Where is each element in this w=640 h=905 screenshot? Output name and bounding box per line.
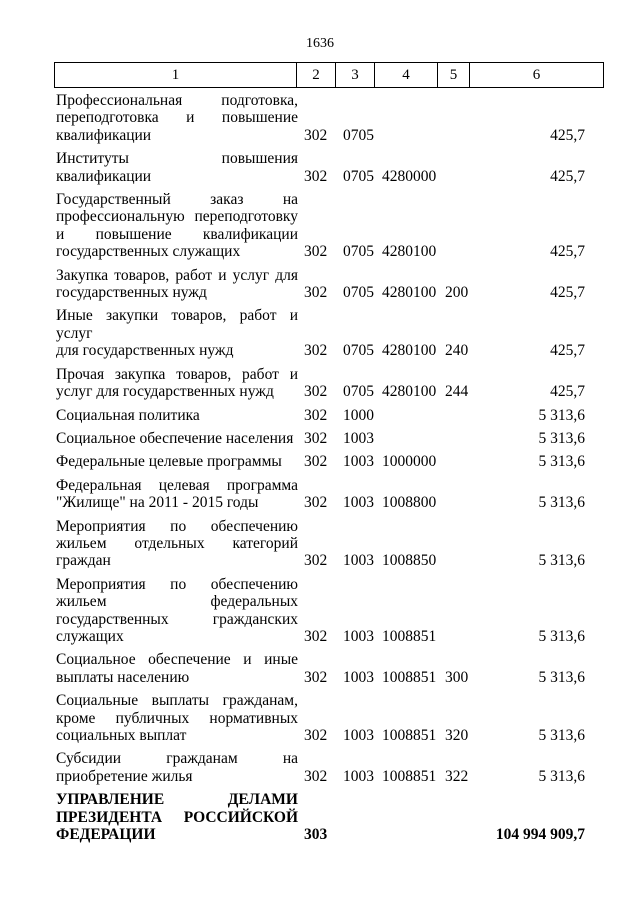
table-row [56,651,604,686]
section-code: 0705 [343,167,374,185]
row-name-line: государственных нужд [56,284,207,302]
row-name-line: выплаты населению [56,668,190,686]
ministry-code: 303 [304,826,328,844]
ministry-code: 302 [304,627,328,645]
amount: 425,7 [550,383,585,401]
row-name-line: для государственных нужд [56,342,234,360]
row-name-line: жильем отдельных категорий [56,534,298,552]
column-header-6: 6 [470,63,604,88]
ministry-code: 302 [304,406,328,424]
ministry-code: 302 [304,453,328,471]
row-codes [56,727,604,744]
row-name-line: Иные закупки товаров, работ и услуг [56,307,298,342]
row-codes [56,768,604,785]
row-name-line: служащих [56,627,124,645]
target-article-code: 1008851 [382,727,437,745]
ministry-code: 302 [304,126,328,144]
amount: 104 994 909,7 [495,826,585,844]
row-name-line: приобретение жилья [56,767,193,785]
row-name-line: Федеральные целевые программы [56,453,282,471]
row-codes [56,430,604,447]
row-codes [56,342,604,359]
table-row [56,692,604,744]
row-name-line: Государственный заказ на [56,191,298,209]
budget-rows [56,92,604,849]
ministry-code: 302 [304,727,328,745]
row-name-line: ПРЕЗИДЕНТА РОССИЙСКОЙ [56,808,298,826]
column-header-1: 1 [55,63,297,88]
table-row [56,477,604,512]
row-codes [56,669,604,686]
expense-type-code: 320 [445,727,469,745]
amount: 425,7 [550,167,585,185]
expense-type-code: 300 [445,668,469,686]
section-code: 0705 [343,342,374,360]
column-header-table [54,62,604,88]
row-codes [56,168,604,185]
ministry-code: 302 [304,243,328,261]
expense-type-code: 240 [445,342,469,360]
amount: 425,7 [550,284,585,302]
section-code: 1003 [343,494,374,512]
ministry-code: 302 [304,284,328,302]
row-name-line: государственных гражданских [56,610,298,628]
column-header-4: 4 [375,63,438,88]
row-codes [56,127,604,144]
ministry-code: 302 [304,668,328,686]
target-article-code: 4280100 [382,284,437,302]
row-name-line: Мероприятия по обеспечению [56,575,298,593]
row-name-line: УПРАВЛЕНИЕ ДЕЛАМИ [56,791,298,809]
section-code: 0705 [343,383,374,401]
row-name-line: Мероприятия по обеспечению [56,517,298,535]
row-name-line: граждан [56,552,111,570]
table-row [56,453,604,470]
ministry-code: 302 [304,167,328,185]
row-name-line: государственных служащих [56,243,241,261]
row-name-line: Федеральная целевая программа [56,476,298,494]
row-name-line: Социальные выплаты гражданам, [56,692,298,710]
ministry-code: 302 [304,494,328,512]
target-article-code: 1008851 [382,668,437,686]
row-name-line: квалификации [56,126,152,144]
row-name-line: Социальное обеспечение и иные [56,651,298,669]
row-name-line: Социальное обеспечение населения [56,429,294,447]
section-code: 1003 [343,767,374,785]
page-number: 1636 [306,36,334,51]
amount: 5 313,6 [538,668,585,686]
section-code: 1003 [343,429,374,447]
table-row [56,191,604,261]
target-article-code: 4280100 [382,342,437,360]
target-article-code: 1008850 [382,552,437,570]
section-code: 1003 [343,453,374,471]
table-row [56,576,604,646]
table-row [56,407,604,424]
amount: 5 313,6 [538,552,585,570]
row-name-line: и повышение квалификации [56,225,298,243]
column-header-3: 3 [336,63,375,88]
amount: 5 313,6 [538,453,585,471]
expense-type-code: 244 [445,383,469,401]
amount: 425,7 [550,126,585,144]
row-name-line: Институты повышения [56,150,298,168]
table-row [56,518,604,570]
row-codes [56,628,604,645]
row-codes [56,453,604,470]
section-code: 1000 [343,406,374,424]
row-name-line: услуг для государственных нужд [56,383,274,401]
column-header-row [55,63,604,88]
row-name-line: жильем федеральных [56,593,298,611]
row-codes [56,243,604,260]
row-name-line: кроме публичных нормативных [56,709,298,727]
row-codes [56,494,604,511]
target-article-code: 4280100 [382,243,437,261]
target-article-code: 4280000 [382,167,437,185]
amount: 425,7 [550,243,585,261]
row-name-line: Субсидии гражданам на [56,750,298,768]
expense-type-code: 200 [445,284,469,302]
target-article-code: 4280100 [382,383,437,401]
table-row [56,366,604,401]
section-code: 1003 [343,668,374,686]
ministry-code: 302 [304,429,328,447]
ministry-code: 302 [304,383,328,401]
amount: 5 313,6 [538,767,585,785]
row-name-line: профессиональную переподготовку [56,208,298,226]
table-row [56,307,604,359]
ministry-code: 302 [304,767,328,785]
row-name-line: социальных выплат [56,727,187,744]
expense-type-code: 322 [445,767,469,785]
row-name-line: переподготовка и повышение [56,109,298,127]
amount: 5 313,6 [538,727,585,745]
amount: 5 313,6 [538,627,585,645]
ministry-code: 302 [304,342,328,360]
table-row [56,750,604,785]
amount: 5 313,6 [538,429,585,447]
section-code: 1003 [343,727,374,745]
row-name-line: Прочая закупка товаров, работ и [56,365,298,383]
row-name-line: квалификации [56,167,152,185]
row-name-line: Социальная политика [56,406,200,424]
section-code: 0705 [343,126,374,144]
row-codes [56,284,604,301]
row-name-line: Профессиональная подготовка, [56,92,298,109]
section-code: 1003 [343,552,374,570]
row-name-line: ФЕДЕРАЦИИ [56,826,156,844]
amount: 5 313,6 [538,406,585,424]
row-name-line: Закупка товаров, работ и услуг для [56,266,298,284]
column-header-2: 2 [297,63,336,88]
row-codes [56,383,604,400]
row-codes [56,826,604,843]
target-article-code: 1008800 [382,494,437,512]
ministry-code: 302 [304,552,328,570]
row-codes [56,407,604,424]
amount: 5 313,6 [538,494,585,512]
column-header-5: 5 [438,63,470,88]
section-code: 0705 [343,243,374,261]
target-article-code: 1008851 [382,767,437,785]
target-article-code: 1000000 [382,453,437,471]
row-name-line: "Жилище" на 2011 - 2015 годы [56,494,259,512]
section-code: 1003 [343,627,374,645]
table-row [56,150,604,185]
target-article-code: 1008851 [382,627,437,645]
row-codes [56,552,604,569]
amount: 425,7 [550,342,585,360]
table-row [56,791,604,843]
table-row [56,92,604,144]
section-code: 0705 [343,284,374,302]
table-row [56,430,604,447]
table-row [56,267,604,302]
